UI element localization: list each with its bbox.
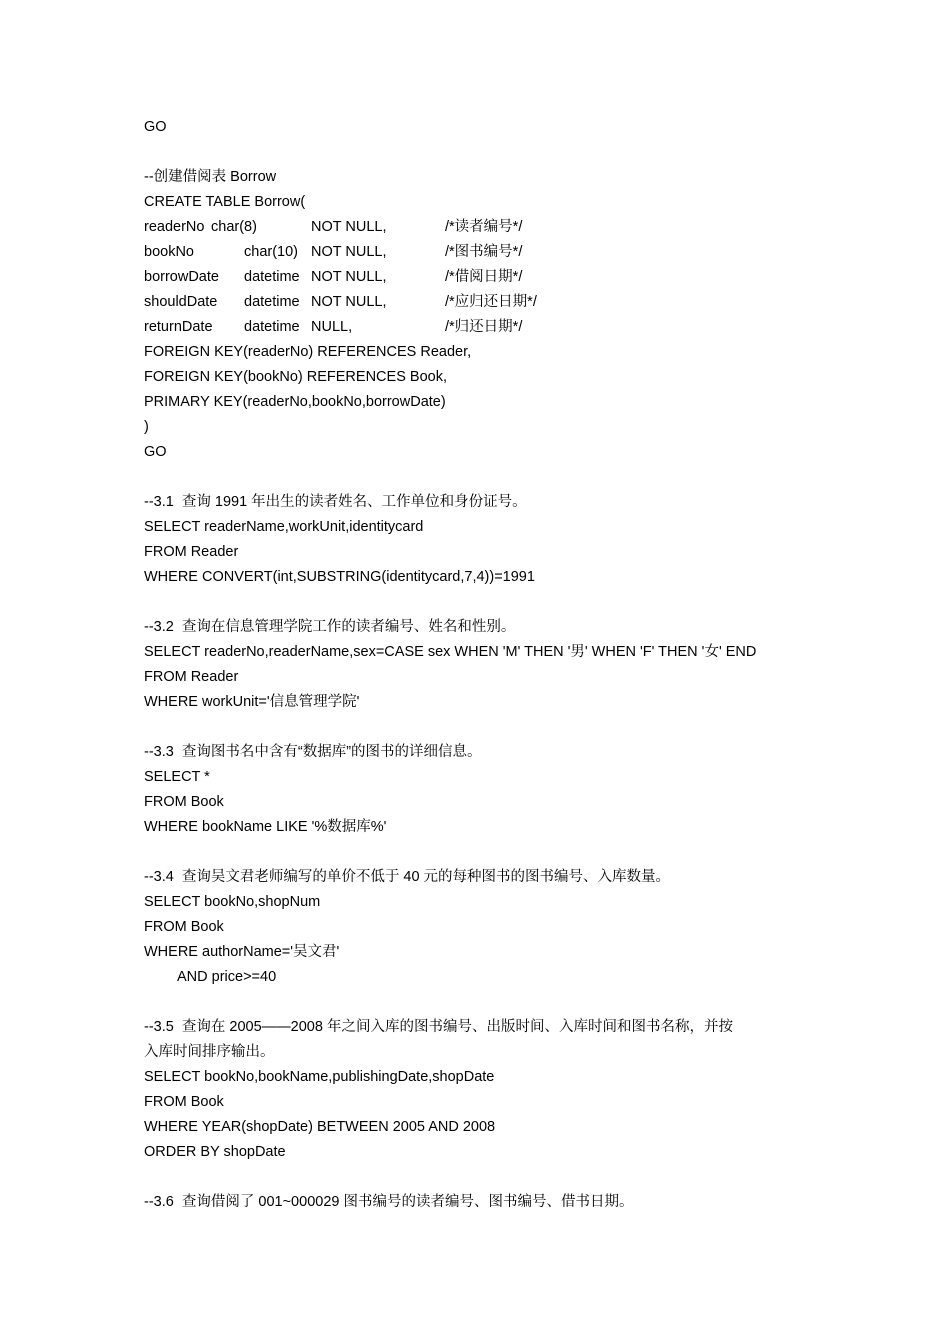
blank-line [144,990,824,1015]
query-3-1-comment: --3.1 查询 1991 年出生的读者姓名、工作单位和身份证号。 [144,494,527,510]
query-3-2-from: FROM Reader [144,669,239,685]
query-3-6-comment: --3.6 查询借阅了 001~000029 图书编号的读者编号、图书编号、借书日期。 [144,1194,634,1210]
query-3-2-where: WHERE workUnit='信息管理学院' [144,694,360,710]
column-comment: /*图书编号*/ [445,244,523,260]
column-null: NOT NULL, [311,244,387,260]
column-type: datetime [244,319,300,335]
comment-create-borrow: --创建借阅表 Borrow [144,169,277,185]
foreign-key-reader: FOREIGN KEY(readerNo) REFERENCES Reader, [144,344,472,360]
column-name: returnDate [144,319,213,335]
query-3-1-select: SELECT readerName,workUnit,identitycard [144,519,424,535]
column-comment: /*借阅日期*/ [445,269,523,285]
blank-line [144,715,824,740]
query-3-5-order: ORDER BY shopDate [144,1144,286,1160]
primary-key: PRIMARY KEY(readerNo,bookNo,borrowDate) [144,394,446,410]
go-statement: GO [144,444,167,460]
query-3-5-comment-line-2: 入库时间排序输出。 [144,1044,275,1060]
query-3-4-from: FROM Book [144,919,224,935]
query-3-2-comment: --3.2 查询在信息管理学院工作的读者编号、姓名和性别。 [144,619,516,635]
blank-line [144,465,824,490]
close-paren: ) [144,419,149,435]
query-3-4-where: WHERE authorName='吴文君' [144,944,340,960]
query-3-2-select: SELECT readerNo,readerName,sex=CASE sex WHEN 'M' THEN '男' WHEN 'F' THEN '女' END [144,644,757,660]
column-type: datetime [244,294,300,310]
blank-line [144,840,824,865]
query-3-3-comment: --3.3 查询图书名中含有“数据库”的图书的详细信息。 [144,744,482,760]
column-name: shouldDate [144,294,218,310]
column-type: char(8) [211,219,257,235]
query-3-1-from: FROM Reader [144,544,239,560]
column-type: datetime [244,269,300,285]
document-page [144,115,824,1215]
column-comment: /*归还日期*/ [445,319,523,335]
column-definition-returndate [144,315,824,340]
query-3-4-and: AND price>=40 [177,969,277,985]
query-3-4-comment: --3.4 查询吴文君老师编写的单价不低于 40 元的每种图书的图书编号、入库数量。 [144,869,671,885]
blank-line [144,140,824,165]
column-definition-readerno [144,215,824,240]
blank-line [144,1165,824,1190]
query-3-5-select: SELECT bookNo,bookName,publishingDate,shopDate [144,1069,495,1085]
column-type: char(10) [244,244,298,260]
column-definition-bookno [144,240,824,265]
query-3-3-where: WHERE bookName LIKE '%数据库%' [144,819,387,835]
column-null: NOT NULL, [311,294,387,310]
column-name: readerNo [144,219,205,235]
column-name: borrowDate [144,269,219,285]
foreign-key-book: FOREIGN KEY(bookNo) REFERENCES Book, [144,369,447,385]
column-null: NOT NULL, [311,219,387,235]
query-3-5-comment-line-1: --3.5 查询在 2005——2008 年之间入库的图书编号、出版时间、入库时间和图书名称，并按 [144,1019,733,1035]
query-3-5-from: FROM Book [144,1094,224,1110]
column-null: NULL, [311,319,353,335]
query-3-3-from: FROM Book [144,794,224,810]
query-3-1-where: WHERE CONVERT(int,SUBSTRING(identitycard,7,4))=1991 [144,569,535,585]
query-3-4-select: SELECT bookNo,shopNum [144,894,321,910]
column-comment: /*读者编号*/ [445,219,523,235]
create-table-statement: CREATE TABLE Borrow( [144,194,306,210]
column-comment: /*应归还日期*/ [445,294,537,310]
column-name: bookNo [144,244,194,260]
go-statement: GO [144,119,167,135]
query-3-5-where: WHERE YEAR(shopDate) BETWEEN 2005 AND 2008 [144,1119,496,1135]
blank-line [144,590,824,615]
column-null: NOT NULL, [311,269,387,285]
query-3-3-select: SELECT * [144,769,210,785]
column-definition-shoulddate [144,290,824,315]
column-definition-borrowdate [144,265,824,290]
